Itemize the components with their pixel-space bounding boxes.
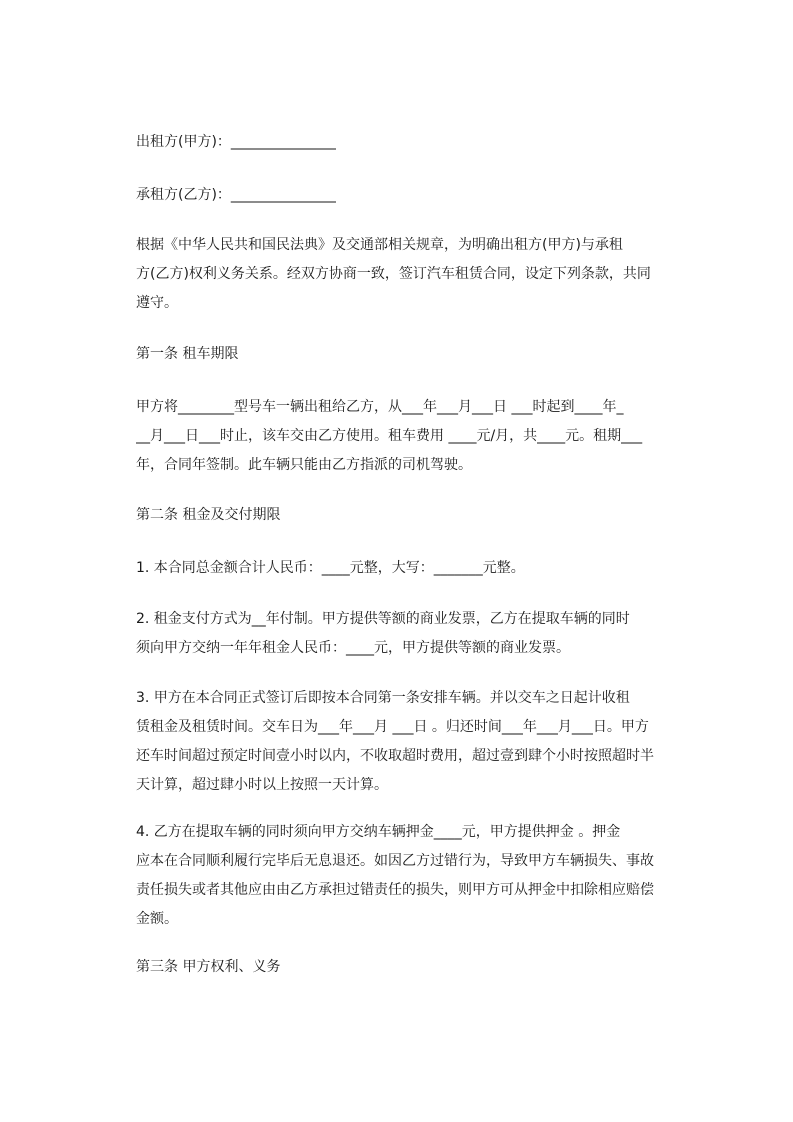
article2-item4-line: 4. 乙方在提取车辆的同时须向甲方交纳车辆押金____元，甲方提供押金 。押金 <box>136 824 621 840</box>
lessor-line: 出租方(甲方)：_______________ <box>136 134 336 150</box>
intro-line: 根据《中华人民共和国民法典》及交通部相关规章，为明确出租方(甲方)与承租 <box>136 237 623 253</box>
intro-line: 遵守。 <box>136 295 178 311</box>
article3-title: 第三条 甲方权利、义务 <box>136 959 281 975</box>
article2-item2-line: 须向甲方交纳一年年租金人民币：____元，甲方提供等额的商业发票。 <box>136 640 570 656</box>
article1-line: 年，合同年签制。此车辆只能由乙方指派的司机驾驶。 <box>136 457 472 473</box>
article1-title: 第一条 租车期限 <box>136 346 239 362</box>
article1-paragraph <box>136 393 700 480</box>
article2-title: 第二条 租金及交付期限 <box>136 507 281 523</box>
lessee-line: 承租方(乙方)：_______________ <box>136 187 336 203</box>
article1-line: 甲方将________型号车一辆出租给乙方，从___年___月___日 ___时起到____年_ <box>136 399 624 415</box>
article2-item3-line: 还车时间超过预定时间壹小时以内，不收取超时费用，超过壹到肆个小时按照超时半 <box>136 748 654 764</box>
article2-item3-line: 赁租金及租赁时间。交车日为___年___月 ___日 。归还时间___年___月___日。甲方 <box>136 719 649 735</box>
article2-item4-line: 责任损失或者其他应由由乙方承担过错责任的损失，则甲方可从押金中扣除相应赔偿 <box>136 882 654 898</box>
article1-line: __月___日___时止，该车交由乙方使用。租车费用 ____元/月，共____元。租期___ <box>136 428 643 444</box>
article2-item1 <box>136 554 700 583</box>
article2-item4 <box>136 818 700 934</box>
article2-item2-line: 2. 租金支付方式为__年付制。甲方提供等额的商业发票，乙方在提取车辆的同时 <box>136 611 630 627</box>
article2-item4-line: 金额。 <box>136 911 178 927</box>
article2-item3-line: 天计算，超过肆小时以上按照一天计算。 <box>136 777 388 793</box>
intro-paragraph <box>136 231 700 318</box>
article2-item1-line: 1. 本合同总金额合计人民币：____元整，大写：_______元整。 <box>136 560 525 576</box>
article2-item4-line: 应本在合同顺利履行完毕后无息退还。如因乙方过错行为，导致甲方车辆损失、事故 <box>136 853 654 869</box>
article2-item3-line: 3. 甲方在本合同正式签订后即按本合同第一条安排车辆。并以交车之日起计收租 <box>136 690 630 706</box>
article2-item3 <box>136 684 700 800</box>
article2-item2 <box>136 605 700 663</box>
intro-line: 方(乙方)权利义务关系。经双方协商一致，签订汽车租赁合同，设定下列条款，共同 <box>136 266 651 282</box>
